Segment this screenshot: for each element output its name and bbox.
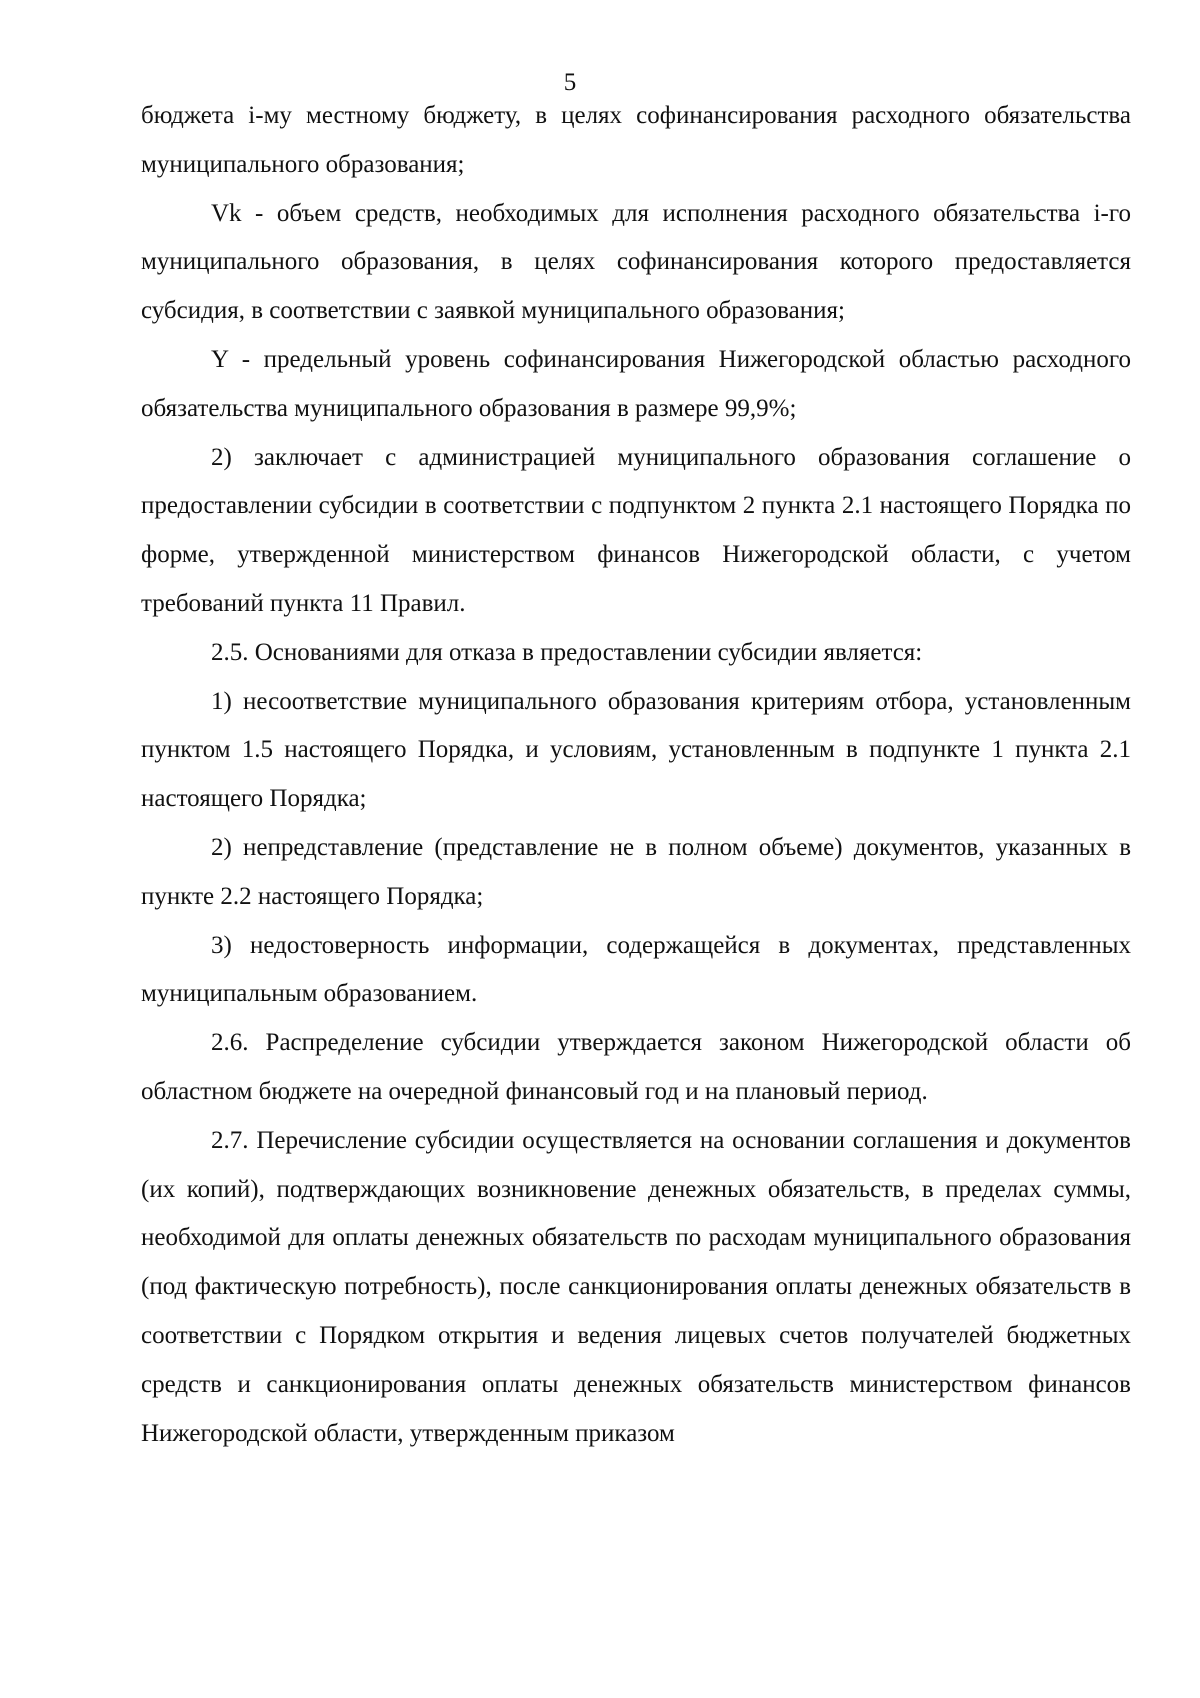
paragraph-2-7: 2.7. Перечисление субсидии осуществляется на основании соглашения и документов (их копий), подтверждающих возникновение денежных обязательств, в пределах суммы, необходимой для оплаты денежных обязательств по расходам муниципального образования (под фактическую потребность), после санкционирования оплаты денежных обязательств в соответствии с Порядком открытия и ведения лицевых счетов получателей бюджетных средств и санкционирования оплаты денежных обязательств министерством финансов Нижегородской области, утвержденным приказом: [141, 1126, 1131, 1447]
paragraph-vk-definition: Vk - объем средств, необходимых для исполнения расходного обязательства i-го муниципального образования, в целях софинансирования которого предоставляется субсидия, в соответствии с заявкой муниципального образования;: [141, 199, 1131, 325]
paragraph-2-5-item-1: 1) несоответствие муниципального образования критериям отбора, установленным пунктом 1.5 настоящего Порядка, и условиям, установленным в подпункте 1 пункта 2.1 настоящего Порядка;: [141, 687, 1131, 813]
page-number: 5: [563, 69, 577, 96]
paragraph-continuation: бюджета i-му местному бюджету, в целях софинансирования расходного обязательства муниципального образования;: [141, 102, 1131, 178]
paragraph-agreement: 2) заключает с администрацией муниципального образования соглашение о предоставлении субсидии в соответствии с подпунктом 2 пункта 2.1 настоящего Порядка по форме, утвержденной министерством финансов Нижегородской области, с учетом требований пункта 11 Правил.: [141, 443, 1131, 617]
paragraph-2-5-item-2: 2) непредставление (представление не в полном объеме) документов, указанных в пункте 2.2 настоящего Порядка;: [141, 833, 1131, 910]
paragraph-2-6: 2.6. Распределение субсидии утверждается законом Нижегородской области об областном бюджете на очередной финансовый год и на плановый период.: [141, 1029, 1131, 1105]
document-body: [141, 92, 1131, 1458]
paragraph-2-5: 2.5. Основаниями для отказа в предоставлении субсидии является:: [211, 638, 923, 666]
paragraph-2-5-item-3: 3) недостоверность информации, содержащейся в документах, представленных муниципальным образованием.: [141, 931, 1131, 1008]
paragraph-y-definition: Y - предельный уровень софинансирования Нижегородской областью расходного обязательства муниципального образования в размере 99,9%;: [141, 345, 1131, 422]
